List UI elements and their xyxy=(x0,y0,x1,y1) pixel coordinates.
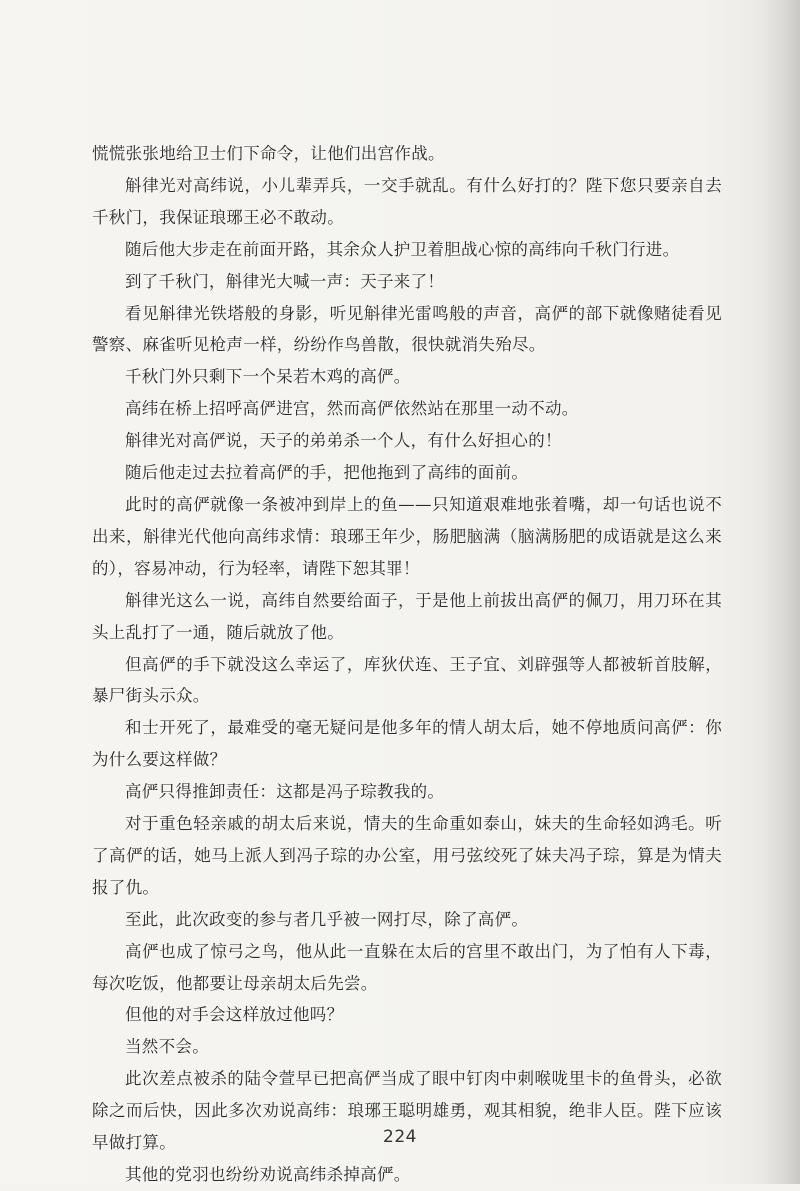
paragraph: 高纬在桥上招呼高俨进宫，然而高俨依然站在那里一动不动。 xyxy=(125,399,579,419)
paragraph: 高俨也成了惊弓之鸟，他从此一直躲在太后的宫里不敢出门，为了怕有人下毒，每次吃饭，他都要让母亲胡太后先尝。 xyxy=(92,941,722,993)
paragraph: 此时的高俨就像一条被冲到岸上的鱼——只知道艰难地张着嘴，却一句话也说不出来，斛律光代他向高纬求情：琅琊王年少，肠肥脑满（脑满肠肥的成语就是这么来的），容易冲动，行为轻率，请陛下恕其罪！ xyxy=(92,494,722,578)
paragraph: 对于重色轻亲戚的胡太后来说，情夫的生命重如泰山，妹夫的生命轻如鸿毛。听了高俨的话，她马上派人到冯子琮的办公室，用弓弦绞死了妹夫冯子琮，算是为情夫报了仇。 xyxy=(92,814,722,897)
paragraph: 当然不会。 xyxy=(125,1037,209,1057)
paragraph: 高俨只得推卸责任：这都是冯子琮教我的。 xyxy=(125,782,445,802)
paragraph: 此次差点被杀的陆令萱早已把高俨当成了眼中钉肉中刺喉咙里卡的鱼骨头，必欲除之而后快，因此多次劝说高纬：琅琊王聪明雄勇，观其相貌，绝非人臣。陛下应该早做打算。 xyxy=(92,1069,722,1153)
page-number: 224 xyxy=(383,1127,417,1147)
paragraph: 随后他大步走在前面开路，其余众人护卫着胆战心惊的高纬向千秋门行进。 xyxy=(125,239,680,259)
paragraph: 慌慌张张地给卫士们下命令，让他们出宫作战。 xyxy=(92,144,445,163)
paragraph: 但他的对手会这样放过他吗？ xyxy=(125,1005,344,1025)
paragraph: 其他的党羽也纷纷劝说高纬杀掉高俨。 xyxy=(125,1165,411,1184)
paragraph: 随后他走过去拉着高俨的手，把他拖到了高纬的面前。 xyxy=(125,463,529,483)
paragraph: 但高俨的手下就没这么幸运了，库狄伏连、王子宜、刘辟强等人都被斩首肢解，暴尸街头示众。 xyxy=(92,654,722,706)
paragraph: 到了千秋门，斛律光大喊一声：天子来了！ xyxy=(125,271,445,291)
paragraph: 至此，此次政变的参与者几乎被一网打尽，除了高俨。 xyxy=(125,909,529,929)
body-text xyxy=(92,138,722,1191)
paragraph: 千秋门外只剩下一个呆若木鸡的高俨。 xyxy=(125,367,411,387)
paragraph: 斛律光这么一说，高纬自然要给面子，于是他上前拔出高俨的佩刀，用刀环在其头上乱打了一通，随后就放了他。 xyxy=(92,590,722,642)
paragraph: 和士开死了，最难受的毫无疑问是他多年的情人胡太后，她不停地质问高俨：你为什么要这样做？ xyxy=(92,718,722,770)
paragraph: 看见斛律光铁塔般的身影，听见斛律光雷鸣般的声音，高俨的部下就像赌徒看见警察、麻雀听见枪声一样，纷纷作鸟兽散，很快就消失殆尽。 xyxy=(92,303,722,355)
paragraph: 斛律光对高纬说，小儿辈弄兵，一交手就乱。有什么好打的？陛下您只要亲自去千秋门，我保证琅琊王必不敢动。 xyxy=(92,175,722,227)
paragraph: 斛律光对高俨说，天子的弟弟杀一个人，有什么好担心的！ xyxy=(125,431,562,451)
